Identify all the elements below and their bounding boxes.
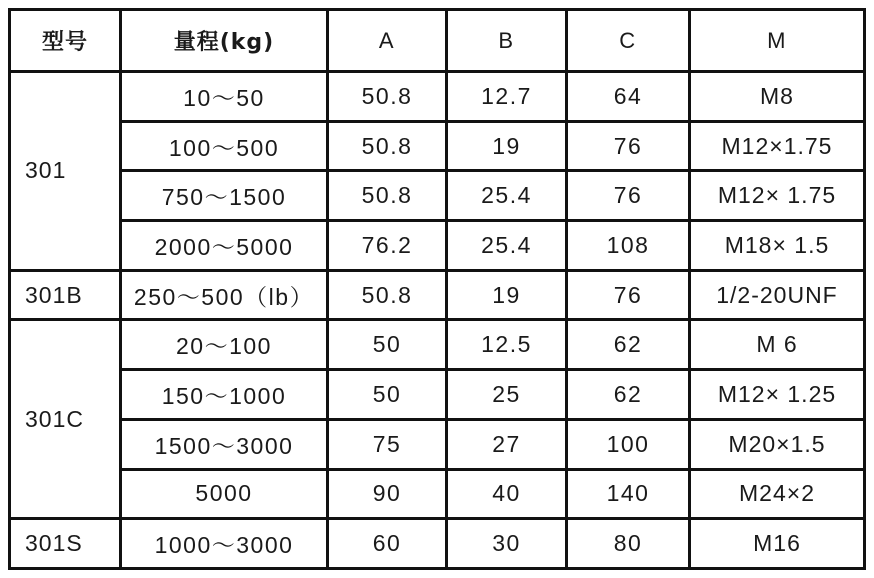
header-model: 型号 <box>10 10 121 72</box>
m-cell: 1/2-20UNF <box>690 270 865 320</box>
c-cell: 76 <box>567 270 690 320</box>
range-cell: 150～1000 <box>121 370 328 420</box>
table-header <box>10 10 865 72</box>
range-cell: 5000 <box>121 469 328 519</box>
table-row <box>10 370 865 420</box>
a-cell: 50.8 <box>328 121 447 171</box>
table-row <box>10 320 865 370</box>
a-cell: 50 <box>328 320 447 370</box>
b-cell: 19 <box>447 121 567 171</box>
b-cell: 25.4 <box>447 221 567 271</box>
m-cell: M16 <box>690 519 865 569</box>
c-cell: 76 <box>567 121 690 171</box>
a-cell: 50.8 <box>328 270 447 320</box>
header-m: M <box>690 10 865 72</box>
c-cell: 80 <box>567 519 690 569</box>
a-cell: 50.8 <box>328 171 447 221</box>
b-cell: 12.7 <box>447 72 567 122</box>
table-row <box>10 72 865 122</box>
header-row <box>10 10 865 72</box>
header-b: B <box>447 10 567 72</box>
b-cell: 25 <box>447 370 567 420</box>
b-cell: 19 <box>447 270 567 320</box>
table-row <box>10 270 865 320</box>
table-body <box>10 72 865 569</box>
c-cell: 62 <box>567 370 690 420</box>
b-cell: 30 <box>447 519 567 569</box>
range-cell: 100～500 <box>121 121 328 171</box>
m-cell: M12× 1.75 <box>690 171 865 221</box>
model-cell: 301 <box>10 72 121 271</box>
range-cell: 1000～3000 <box>121 519 328 569</box>
c-cell: 64 <box>567 72 690 122</box>
c-cell: 76 <box>567 171 690 221</box>
a-cell: 50 <box>328 370 447 420</box>
a-cell: 75 <box>328 419 447 469</box>
range-cell: 20～100 <box>121 320 328 370</box>
c-cell: 100 <box>567 419 690 469</box>
header-a: A <box>328 10 447 72</box>
table-row <box>10 519 865 569</box>
table-row <box>10 419 865 469</box>
a-cell: 76.2 <box>328 221 447 271</box>
m-cell: M18× 1.5 <box>690 221 865 271</box>
spec-table <box>8 8 866 570</box>
m-cell: M8 <box>690 72 865 122</box>
m-cell: M24×2 <box>690 469 865 519</box>
header-c: C <box>567 10 690 72</box>
c-cell: 140 <box>567 469 690 519</box>
table-row <box>10 121 865 171</box>
b-cell: 27 <box>447 419 567 469</box>
m-cell: M12× 1.25 <box>690 370 865 420</box>
m-cell: M12×1.75 <box>690 121 865 171</box>
table-row <box>10 469 865 519</box>
header-range: 量程(kg) <box>121 10 328 72</box>
c-cell: 108 <box>567 221 690 271</box>
b-cell: 25.4 <box>447 171 567 221</box>
table-row <box>10 171 865 221</box>
b-cell: 40 <box>447 469 567 519</box>
model-cell: 301B <box>10 270 121 320</box>
b-cell: 12.5 <box>447 320 567 370</box>
range-cell: 1500～3000 <box>121 419 328 469</box>
c-cell: 62 <box>567 320 690 370</box>
range-cell: 250～500（lb） <box>121 270 328 320</box>
model-cell: 301S <box>10 519 121 569</box>
model-cell: 301C <box>10 320 121 519</box>
a-cell: 90 <box>328 469 447 519</box>
m-cell: M20×1.5 <box>690 419 865 469</box>
range-cell: 750～1500 <box>121 171 328 221</box>
range-cell: 10～50 <box>121 72 328 122</box>
table-row <box>10 221 865 271</box>
a-cell: 60 <box>328 519 447 569</box>
m-cell: M 6 <box>690 320 865 370</box>
a-cell: 50.8 <box>328 72 447 122</box>
range-cell: 2000～5000 <box>121 221 328 271</box>
